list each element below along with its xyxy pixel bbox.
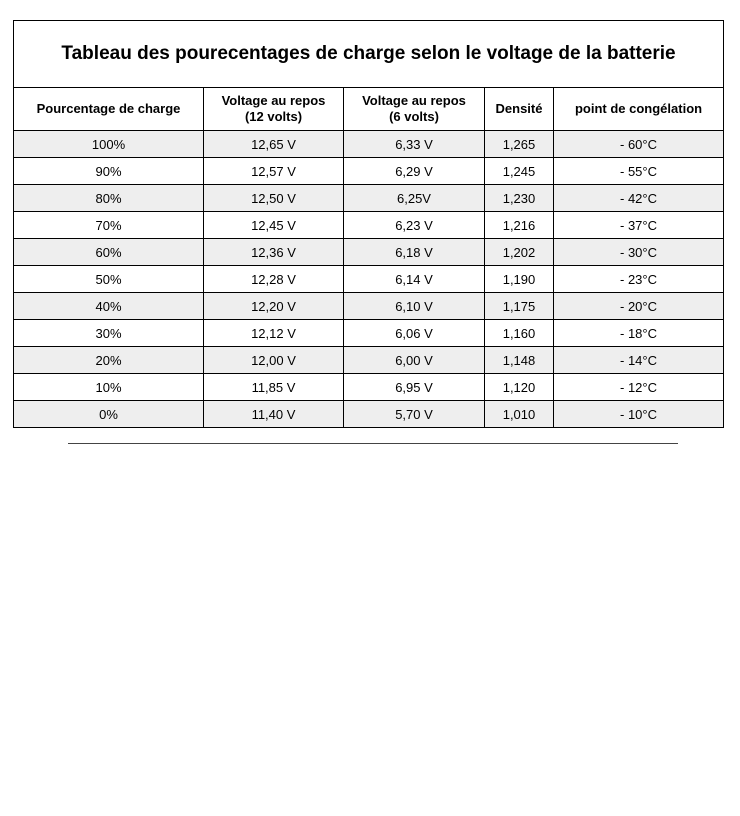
- cell-density: 1,202: [485, 239, 554, 266]
- cell-density: 1,175: [485, 293, 554, 320]
- cell-density: 1,230: [485, 185, 554, 212]
- cell-freezing-point: - 10°C: [554, 401, 724, 428]
- cell-freezing-point: - 12°C: [554, 374, 724, 401]
- cell-density: 1,010: [485, 401, 554, 428]
- charge-table-container: [13, 20, 723, 428]
- cell-charge-percentage: 50%: [14, 266, 204, 293]
- cell-freezing-point: - 23°C: [554, 266, 724, 293]
- cell-voltage-12v: 12,45 V: [204, 212, 344, 239]
- table-row: [14, 131, 724, 158]
- cell-voltage-12v: 12,00 V: [204, 347, 344, 374]
- cell-voltage-6v: 6,23 V: [344, 212, 485, 239]
- cell-voltage-12v: 12,50 V: [204, 185, 344, 212]
- header-charge-percentage: [14, 88, 204, 131]
- table-row: [14, 266, 724, 293]
- table-row: [14, 401, 724, 428]
- cell-freezing-point: - 14°C: [554, 347, 724, 374]
- cell-voltage-6v: 6,06 V: [344, 320, 485, 347]
- header-voltage-6v: [344, 88, 485, 131]
- header-voltage-12v: [204, 88, 344, 131]
- cell-voltage-12v: 12,36 V: [204, 239, 344, 266]
- table-row: [14, 239, 724, 266]
- cell-voltage-6v: 6,95 V: [344, 374, 485, 401]
- cell-voltage-6v: 6,33 V: [344, 131, 485, 158]
- table-row: [14, 185, 724, 212]
- cell-charge-percentage: 20%: [14, 347, 204, 374]
- cell-voltage-12v: 12,12 V: [204, 320, 344, 347]
- cell-charge-percentage: 80%: [14, 185, 204, 212]
- cell-freezing-point: - 30°C: [554, 239, 724, 266]
- cell-freezing-point: - 42°C: [554, 185, 724, 212]
- header-label: Voltage au repos: [221, 93, 326, 108]
- cell-density: 1,216: [485, 212, 554, 239]
- cell-density: 1,245: [485, 158, 554, 185]
- horizontal-divider: [68, 443, 678, 444]
- cell-voltage-6v: 6,10 V: [344, 293, 485, 320]
- table-title: Tableau des pourecentages de charge selon le voltage de la batterie: [14, 21, 724, 88]
- cell-density: 1,265: [485, 131, 554, 158]
- header-sublabel: (12 volts): [244, 109, 303, 124]
- table-row: [14, 320, 724, 347]
- cell-charge-percentage: 10%: [14, 374, 204, 401]
- cell-charge-percentage: 100%: [14, 131, 204, 158]
- charge-table: [13, 20, 724, 428]
- table-row: [14, 374, 724, 401]
- cell-voltage-12v: 12,57 V: [204, 158, 344, 185]
- cell-freezing-point: - 20°C: [554, 293, 724, 320]
- header-label: point de congélation: [574, 101, 703, 116]
- cell-voltage-12v: 12,28 V: [204, 266, 344, 293]
- cell-charge-percentage: 0%: [14, 401, 204, 428]
- header-sublabel: (6 volts): [389, 109, 439, 124]
- cell-voltage-12v: 11,40 V: [204, 401, 344, 428]
- cell-freezing-point: - 60°C: [554, 131, 724, 158]
- cell-voltage-6v: 6,29 V: [344, 158, 485, 185]
- table-row: [14, 293, 724, 320]
- cell-density: 1,148: [485, 347, 554, 374]
- header-label: Pourcentage de charge: [36, 101, 181, 116]
- header-row: [14, 88, 724, 131]
- cell-voltage-12v: 11,85 V: [204, 374, 344, 401]
- header-label: Voltage au repos: [362, 93, 466, 108]
- cell-charge-percentage: 90%: [14, 158, 204, 185]
- table-body: [14, 131, 724, 428]
- cell-voltage-6v: 5,70 V: [344, 401, 485, 428]
- header-freezing-point: [554, 88, 724, 131]
- cell-charge-percentage: 40%: [14, 293, 204, 320]
- table-row: [14, 347, 724, 374]
- cell-charge-percentage: 60%: [14, 239, 204, 266]
- cell-density: 1,160: [485, 320, 554, 347]
- cell-voltage-12v: 12,65 V: [204, 131, 344, 158]
- cell-density: 1,190: [485, 266, 554, 293]
- cell-freezing-point: - 18°C: [554, 320, 724, 347]
- table-row: [14, 158, 724, 185]
- cell-voltage-6v: 6,25V: [344, 185, 485, 212]
- cell-charge-percentage: 30%: [14, 320, 204, 347]
- cell-density: 1,120: [485, 374, 554, 401]
- cell-freezing-point: - 37°C: [554, 212, 724, 239]
- cell-voltage-6v: 6,14 V: [344, 266, 485, 293]
- table-row: [14, 212, 724, 239]
- header-density: [485, 88, 554, 131]
- cell-voltage-12v: 12,20 V: [204, 293, 344, 320]
- header-label: Densité: [495, 101, 543, 116]
- cell-freezing-point: - 55°C: [554, 158, 724, 185]
- cell-charge-percentage: 70%: [14, 212, 204, 239]
- cell-voltage-6v: 6,00 V: [344, 347, 485, 374]
- cell-voltage-6v: 6,18 V: [344, 239, 485, 266]
